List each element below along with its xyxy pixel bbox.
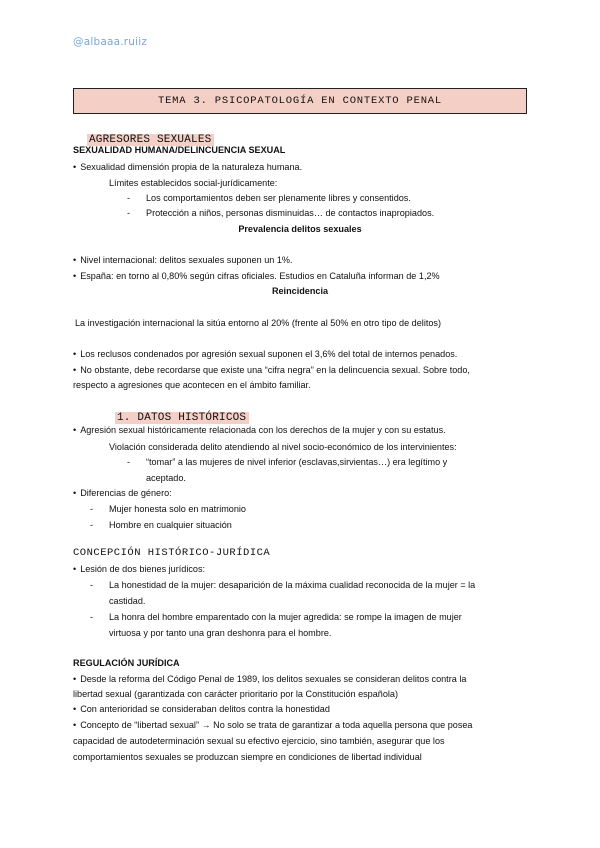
list-item [73, 487, 172, 499]
heading-concepcion: CONCEPCIÓN HISTÓRICO-JURÍDICA [73, 547, 271, 559]
list-item [90, 519, 232, 531]
list-item [127, 192, 411, 204]
list-item [73, 424, 446, 436]
section-heading-datos-text: 1. DATOS HISTÓRICOS [115, 412, 249, 424]
list-item-text: España: en torno al 0,80% según cifras oficiales. Estudios en Cataluña informan de 1,2% [80, 271, 440, 281]
list-item-text: No obstante, debe recordarse que existe una “cifra negra” en la delincuencia sexual. Sobre todo, [80, 365, 470, 375]
list-item [73, 364, 470, 376]
list-item-text: Los reclusos condenados por agresión sexual suponen el 3,6% del total de internos penados. [80, 349, 458, 359]
list-item-text: Protección a niños, personas disminuidas… de contactos inapropiados. [146, 208, 435, 218]
list-item-text: Mujer honesta solo en matrimonio [109, 504, 246, 514]
sub-paragraph: Violación considerada delito atendiendo al nivel socio-económico de los intervinientes: [109, 442, 457, 452]
subheading-sexualidad: SEXUALIDAD HUMANA/DELINCUENCIA SEXUAL [73, 145, 286, 155]
heading-regulacion: REGULACIÓN JURÍDICA [73, 658, 180, 668]
list-item-text: Concepto de “libertad sexual” → No solo se trata de garantizar a toda aquella persona que posea [80, 720, 473, 730]
dash-marker: - [90, 612, 94, 622]
list-item-text: Nivel internacional: delitos sexuales suponen un 1%. [80, 255, 293, 265]
dash-marker: - [127, 193, 131, 203]
list-item [90, 611, 462, 623]
list-item-continuation: castidad. [109, 596, 146, 606]
list-item [127, 207, 434, 219]
section-heading-datos [115, 407, 249, 425]
list-item [90, 503, 246, 515]
list-item-text: Con anterioridad se consideraban delitos contra la honestidad [80, 704, 330, 714]
paragraph-continuation: comportamientos sexuales se produzcan siempre en condiciones de libertad individual [73, 752, 422, 762]
list-item [73, 161, 302, 173]
page-title: TEMA 3. PSICOPATOLOGÍA EN CONTEXTO PENAL [73, 88, 527, 114]
list-item-text: Agresión sexual históricamente relacionada con los derechos de la mujer y con su estatus. [80, 425, 446, 435]
list-item-text: Sexualidad dimensión propia de la naturaleza humana. [80, 162, 303, 172]
section-heading-agresores-text: AGRESORES SEXUALES [87, 134, 214, 146]
list-item-text: La honra del hombre emparentado con la mujer agredida: se rompe la imagen de mujer [109, 612, 462, 622]
list-item [73, 270, 440, 282]
list-item [73, 673, 466, 685]
paragraph-continuation: capacidad de autodeterminación sexual su efectivo ejercicio, sino también, asegurar que los [73, 736, 445, 746]
list-item-text: La honestidad de la mujer: desaparición de la máxima cualidad reconocida de la mujer = la [109, 580, 476, 590]
list-item [73, 563, 205, 575]
paragraph-continuation: libertad sexual (garantizada con carácter prioritario por la Constitución española) [73, 689, 399, 699]
list-item-text: Lesión de dos bienes jurídicos: [80, 564, 206, 574]
dash-marker: - [90, 580, 94, 590]
list-item-text: “tomar” a las mujeres de nivel inferior (esclavas,sirvientas…) era legítimo y [146, 457, 448, 467]
heading-reincidencia: Reincidencia [271, 286, 329, 296]
author-handle: @albaaa.ruiiz [73, 36, 148, 48]
dash-marker: - [127, 208, 131, 218]
paragraph-continuation: respecto a agresiones que acontecen en el ámbito familiar. [73, 380, 311, 390]
list-item [73, 348, 457, 360]
list-item-text: Los comportamientos deben ser plenamente libres y consentidos. [146, 193, 411, 203]
list-item [127, 456, 447, 468]
sub-paragraph: Límites establecidos social-jurídicamente: [109, 178, 278, 188]
dash-marker: - [90, 504, 94, 514]
list-item-continuation: aceptado. [146, 473, 186, 483]
list-item-continuation: virtuosa y por tanto una gran deshonra para el hombre. [109, 628, 332, 638]
list-item-text: Hombre en cualquier situación [109, 520, 232, 530]
dash-marker: - [127, 457, 131, 467]
list-item [73, 719, 472, 731]
list-item-text: Diferencias de género: [80, 488, 172, 498]
dash-marker: - [90, 520, 94, 530]
paragraph: La investigación internacional la sitúa entorno al 20% (frente al 50% en otro tipo de delitos) [75, 318, 441, 328]
list-item-text: Desde la reforma del Código Penal de 1989, los delitos sexuales se consideran delitos contra la [80, 674, 467, 684]
list-item [73, 703, 330, 715]
list-item [73, 254, 293, 266]
heading-prevalencia: Prevalencia delitos sexuales [238, 224, 362, 234]
list-item [90, 579, 475, 591]
